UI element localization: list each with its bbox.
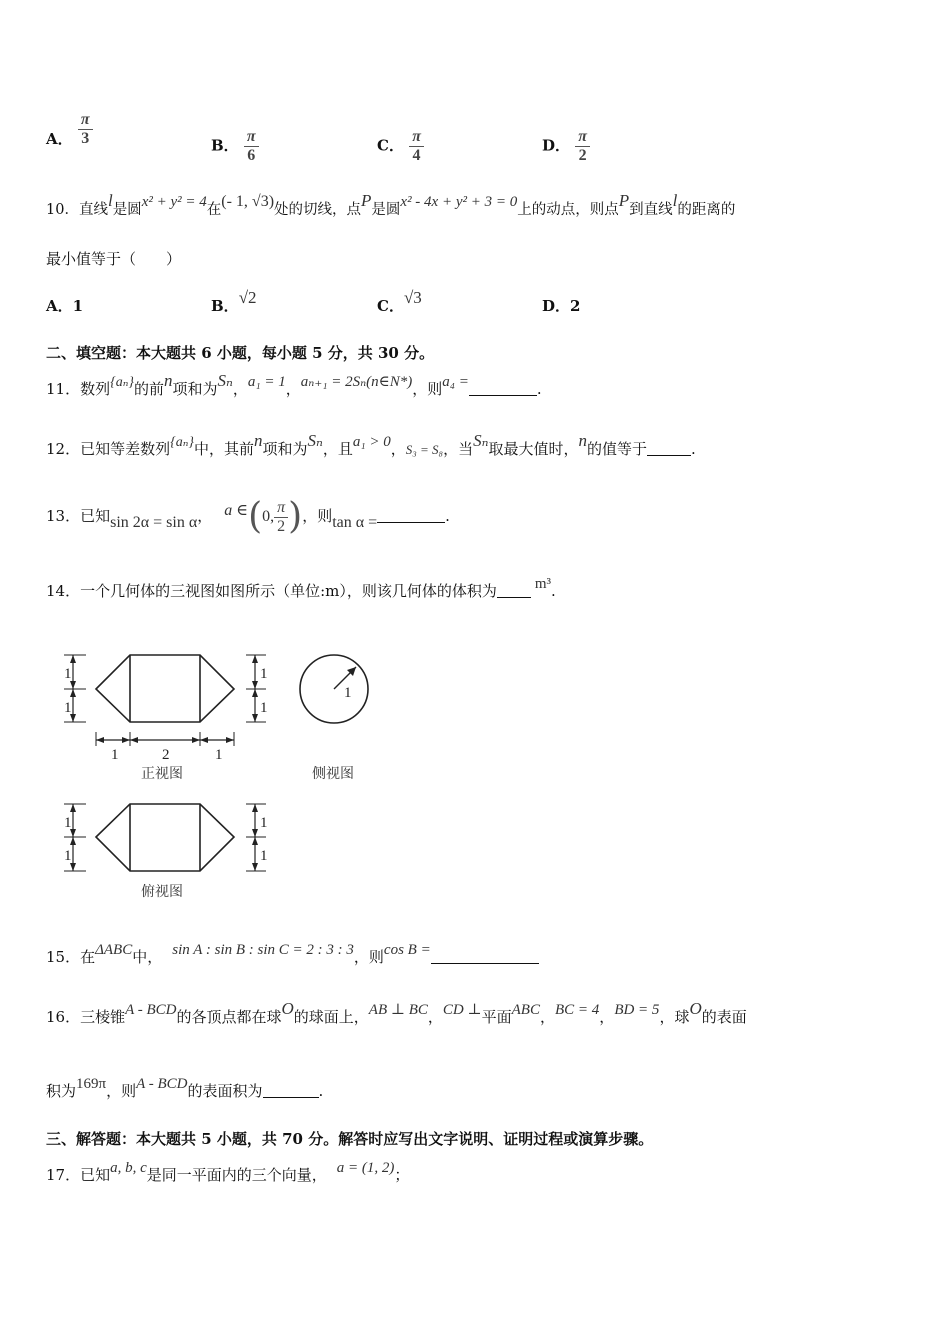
q13-pi-over-2: $\frac{\pi}{2}$ [274, 499, 288, 536]
q9-option-d-label: D． [542, 136, 571, 155]
q13-answer-blank[interactable] [377, 522, 445, 523]
dim-bottom-left: 1 [111, 747, 119, 763]
question-16-line-1: 16．三棱锥A - BCD的各顶点都在球O的球面上，AB ⊥ BC，CD ⊥平面ABC，BC = 4，BD = 5，球O的表面 [46, 999, 747, 1026]
question-17: 17．已知a, b, c是同一平面内的三个向量， a = (1, 2)； [46, 1160, 410, 1184]
question-10-line-2: 最小值等于（ ） [46, 250, 182, 268]
q9-option-b-label: B． [211, 136, 239, 155]
question-16-line-2: 积为169π，则A - BCD的表面积为 . [46, 1076, 324, 1100]
dim-top-right-top: 1 [260, 815, 268, 831]
dim-top-left-top: 1 [64, 815, 72, 831]
top-view-caption: 俯视图 [141, 884, 183, 900]
side-view-caption: 侧视图 [312, 766, 354, 782]
q16-answer-blank[interactable] [263, 1097, 319, 1098]
q10-option-c: C．√3 [377, 288, 422, 315]
dim-front-left-top: 1 [64, 666, 72, 682]
front-view-shape [96, 655, 234, 722]
dim-top-right-bottom: 1 [260, 848, 268, 864]
q9-option-a-label: A． [46, 130, 73, 148]
front-view-caption: 正视图 [141, 766, 183, 782]
q9-option-b-fraction: $\frac{\pi}{6}$ [244, 128, 259, 165]
q10-option-d: D．2 [542, 297, 581, 315]
q9-option-a [46, 110, 93, 149]
dim-top-left-bottom: 1 [64, 848, 72, 864]
question-13: 13．已知sin 2α = sin α， a ∈(0, $\frac{\pi}{2}$ )，则tan α = . [46, 496, 450, 537]
q9-option-c [377, 128, 424, 165]
dim-front-right-top: 1 [260, 666, 268, 682]
q10-option-b: B．√2 [211, 288, 257, 315]
q10-option-a: A．1 [46, 297, 84, 315]
q9-option-a-fraction: $\frac{\pi}{3}$ [78, 111, 93, 148]
section-2-heading: 二、填空题：本大题共 6 小题，每小题 5 分，共 30 分。 [46, 344, 435, 362]
three-view-diagram [50, 638, 390, 908]
q9-option-c-label: C． [377, 136, 404, 155]
q9-option-b [211, 128, 259, 165]
dim-front-left-bottom: 1 [64, 700, 72, 716]
q15-answer-blank[interactable] [431, 963, 539, 964]
q12-answer-blank[interactable] [647, 455, 691, 456]
question-11: 11．数列{aₙ}的前n项和为Sₙ，a₁ = 1，aₙ₊₁ = 2Sₙ(n∈N*)，则a₄ = . [46, 371, 542, 398]
question-12: 12．已知等差数列{aₙ}中，其前n项和为Sₙ，且a₁ > 0，S₃ = S₈，当Sₙ取最大值时，n的值等于 . [46, 431, 696, 458]
section-3-heading: 三、解答题：本大题共 5 小题，共 70 分。解答时应写出文字说明、证明过程或演算步骤。 [46, 1130, 654, 1148]
q14-answer-blank[interactable] [497, 597, 531, 598]
dim-bottom-middle: 2 [162, 747, 170, 763]
q11-answer-blank[interactable] [469, 395, 537, 396]
side-view-radius-label: 1 [344, 685, 352, 701]
q9-option-d-fraction: $\frac{\pi}{2}$ [575, 128, 590, 165]
q9-option-c-fraction: $\frac{\pi}{4}$ [409, 128, 424, 165]
q9-option-d [542, 128, 590, 165]
dim-bottom-right: 1 [215, 747, 223, 763]
dim-front-right-bottom: 1 [260, 700, 268, 716]
question-10-line-1: 10．直线l是圆x² + y² = 4在(- 1, √3)处的切线，点P是圆x² - 4x + y² + 3 = 0上的动点，则点P到直线l的距离的 [46, 191, 736, 218]
question-15: 15．在ΔABC中， sin A : sin B : sin C = 2 : 3 : 3，则cos B = [46, 946, 539, 967]
top-view-shape [96, 804, 234, 871]
question-14: 14．一个几何体的三视图如图所示（单位:m），则该几何体的体积为 m³. [46, 576, 556, 600]
